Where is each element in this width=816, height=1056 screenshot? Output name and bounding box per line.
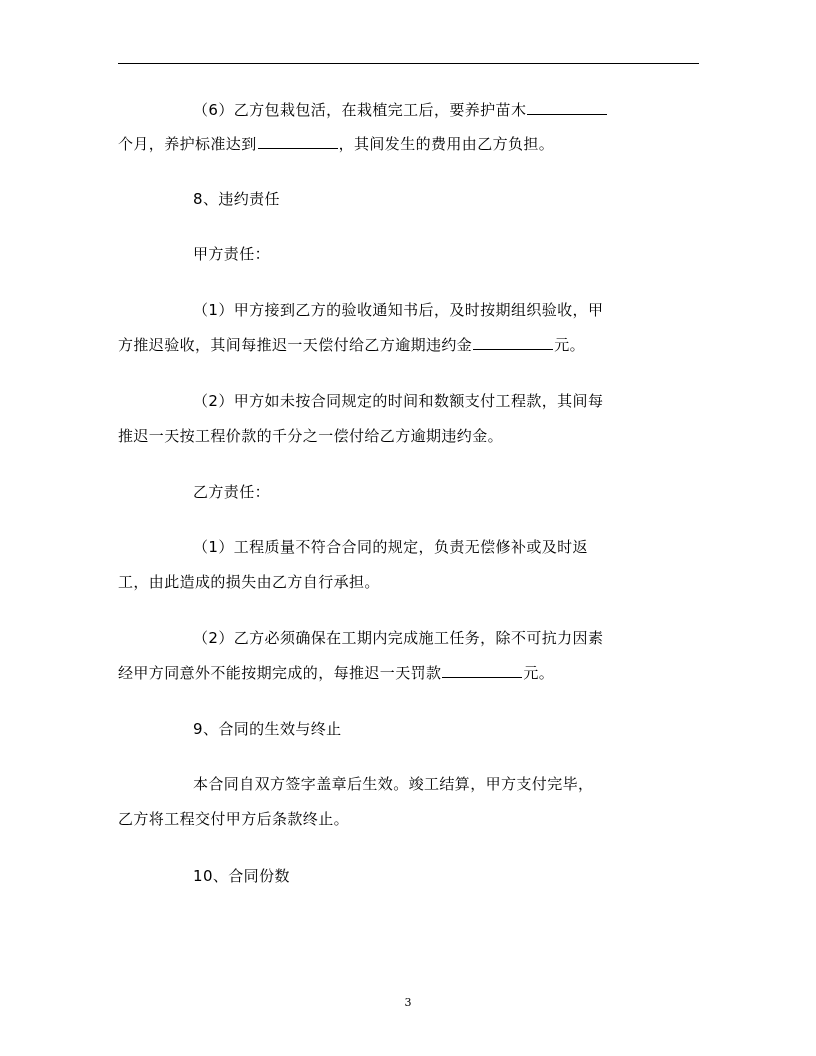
a1-line2 — [118, 335, 699, 355]
section9-line1: 本合同自双方签字盖章后生效。竣工结算，甲方支付完毕， — [193, 775, 594, 793]
clause6-line2 — [118, 134, 699, 154]
clause6-line1 — [193, 100, 699, 120]
section9-heading: 9、合同的生效与终止 — [193, 720, 342, 738]
section8-heading: 8、违约责任 — [193, 190, 280, 208]
text: （6）乙方包栽包活，在栽植完工后，要养护苗木 — [193, 101, 527, 119]
text: 元。 — [523, 664, 555, 682]
text: 经甲方同意外不能按期完成的，每推迟一天罚款 — [118, 664, 442, 682]
header-rule — [118, 63, 699, 64]
fill-blank — [527, 100, 607, 115]
fill-blank — [473, 335, 553, 350]
b1-line1: （1）工程质量不符合合同的规定，负责无偿修补或及时返 — [193, 538, 588, 556]
party-b-label: 乙方责任： — [193, 483, 271, 501]
party-a-label: 甲方责任： — [193, 245, 271, 263]
text: 元。 — [554, 336, 586, 354]
b1-line2: 工，由此造成的损失由乙方自行承担。 — [118, 573, 380, 591]
page-number: 3 — [404, 996, 412, 1009]
a2-line1: （2）甲方如未按合同规定的时间和数额支付工程款，其间每 — [193, 392, 604, 410]
fill-blank — [258, 134, 338, 149]
b2-line2 — [118, 663, 699, 683]
a1-line1: （1）甲方接到乙方的验收通知书后，及时按期组织验收，甲 — [193, 301, 604, 319]
text: ，其间发生的费用由乙方负担。 — [338, 135, 555, 153]
section9-line2: 乙方将工程交付甲方后条款终止。 — [118, 810, 350, 828]
a2-line2: 推迟一天按工程价款的千分之一偿付给乙方逾期违约金。 — [118, 427, 504, 445]
text: 方推迟验收，其间每推迟一天偿付给乙方逾期违约金 — [118, 336, 473, 354]
b2-line1: （2）乙方必须确保在工期内完成施工任务，除不可抗力因素 — [193, 629, 604, 647]
fill-blank — [442, 663, 522, 678]
section10-heading: 10、合同份数 — [193, 867, 290, 885]
text: 个月，养护标准达到 — [118, 135, 257, 153]
